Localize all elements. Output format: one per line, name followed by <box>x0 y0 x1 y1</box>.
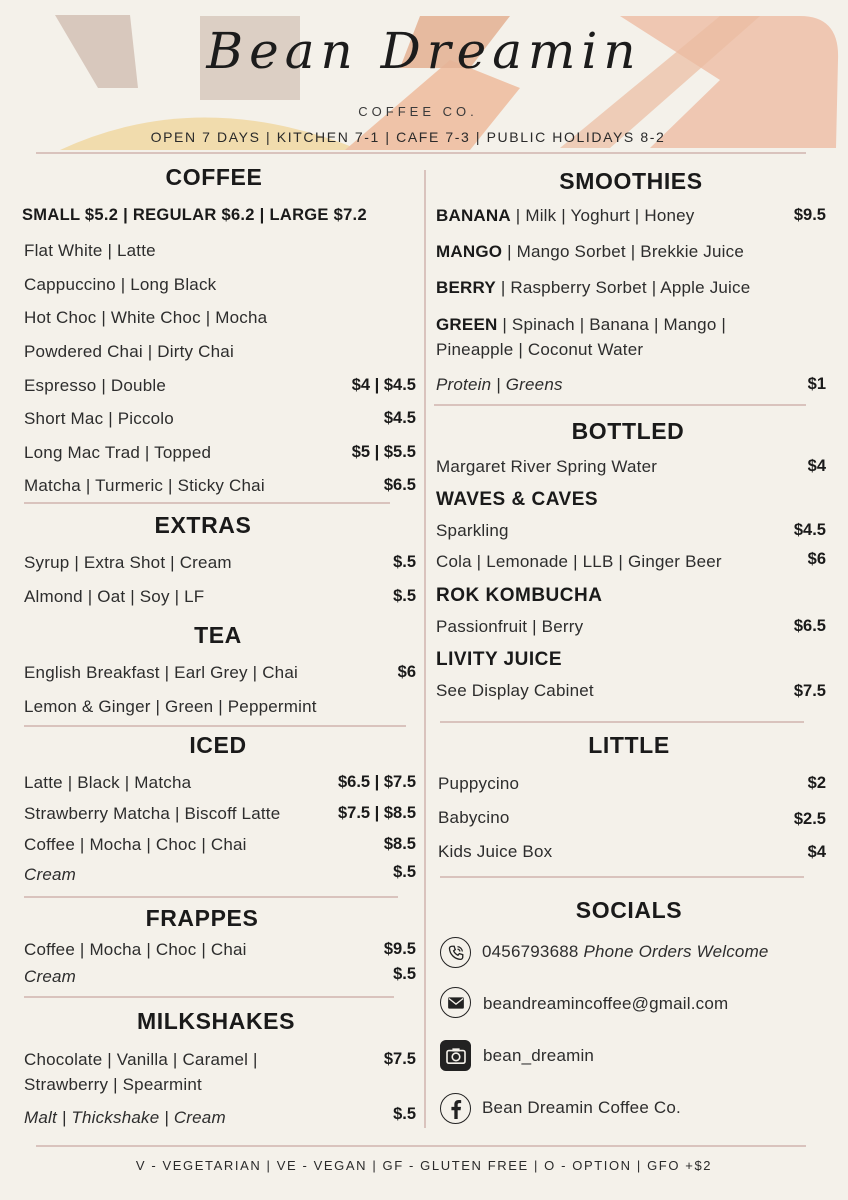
frappes-price: $9.5 <box>383 940 416 958</box>
smoothie-ingredients: | Mango Sorbet | Brekkie Juice <box>502 242 744 261</box>
frappes-heading: FRAPPES <box>145 905 259 931</box>
smoothies-heading: SMOOTHIES <box>559 168 703 194</box>
coffee-heading: COFFEE <box>165 164 263 190</box>
bottled-price: $4 <box>807 457 826 475</box>
little-price: $2 <box>807 774 826 792</box>
bottled-item: Passionfruit | Berry <box>436 617 584 636</box>
mail-icon <box>440 987 471 1018</box>
header-divider <box>36 152 806 154</box>
little-heading: LITTLE <box>588 732 670 758</box>
section-divider <box>440 721 804 723</box>
coffee-item: Flat White | Latte <box>24 241 156 260</box>
smoothie-price: $9.5 <box>793 206 826 224</box>
smoothie-item <box>436 242 744 262</box>
coffee-item: Powdered Chai | Dirty Chai <box>24 342 234 361</box>
coffee-item: Matcha | Turmeric | Sticky Chai <box>24 476 265 495</box>
opening-hours: OPEN 7 DAYS | KITCHEN 7-1 | CAFE 7-3 | PUBLIC HOLIDAYS 8-2 <box>150 129 666 145</box>
socials-heading: SOCIALS <box>575 897 683 923</box>
coffee-sizes: SMALL $5.2 | REGULAR $6.2 | LARGE $7.2 <box>22 206 367 224</box>
section-divider <box>434 404 806 406</box>
phone-note: Phone Orders Welcome <box>583 942 769 961</box>
footer-divider <box>36 1145 806 1147</box>
smoothie-name: MANGO <box>436 242 503 261</box>
section-divider <box>24 996 394 998</box>
frappes-price: $.5 <box>393 965 416 983</box>
milkshakes-item: Chocolate | Vanilla | Caramel | <box>24 1050 258 1069</box>
smoothie-item-line2: Pineapple | Coconut Water <box>436 340 644 359</box>
bottled-item: See Display Cabinet <box>436 681 594 700</box>
milkshakes-price: $7.5 <box>383 1050 416 1068</box>
frappes-item: Coffee | Mocha | Choc | Chai <box>24 940 247 959</box>
iced-heading: ICED <box>189 732 247 758</box>
smoothie-item <box>436 206 695 226</box>
coffee-price: $4.5 <box>383 409 416 427</box>
tea-heading: TEA <box>194 622 242 648</box>
phone-number[interactable] <box>482 942 769 962</box>
bottled-item: Margaret River Spring Water <box>436 457 658 476</box>
coffee-price: $6.5 <box>383 476 416 494</box>
smoothie-addon: Protein | Greens <box>436 375 563 394</box>
little-item: Puppycino <box>438 774 520 793</box>
email-link[interactable]: beandreamincoffee@gmail.com <box>483 994 729 1013</box>
frappes-item: Cream <box>24 967 77 986</box>
coffee-item: Espresso | Double <box>24 376 166 395</box>
column-divider <box>424 170 426 1128</box>
extras-price: $.5 <box>393 553 416 571</box>
livity-juice-heading: LIVITY JUICE <box>436 649 563 670</box>
smoothie-ingredients: | Spinach | Banana | Mango | <box>497 315 727 334</box>
coffee-price: $4 | $4.5 <box>351 376 416 394</box>
section-divider <box>24 896 398 898</box>
extras-item: Syrup | Extra Shot | Cream <box>24 553 232 572</box>
smoothie-ingredients: | Milk | Yoghurt | Honey <box>510 206 695 225</box>
smoothie-item <box>436 315 726 335</box>
camera-icon <box>440 1040 471 1071</box>
section-divider <box>24 502 390 504</box>
tea-item: Lemon & Ginger | Green | Peppermint <box>24 697 317 716</box>
extras-heading: EXTRAS <box>154 512 252 538</box>
rok-kombucha-heading: ROK KOMBUCHA <box>436 585 603 606</box>
milkshakes-item-line2: Strawberry | Spearmint <box>24 1075 202 1094</box>
iced-item: Latte | Black | Matcha <box>24 773 192 792</box>
extras-price: $.5 <box>393 587 416 605</box>
little-item: Kids Juice Box <box>438 842 553 861</box>
iced-item: Strawberry Matcha | Biscoff Latte <box>24 804 281 823</box>
facebook-page[interactable]: Bean Dreamin Coffee Co. <box>482 1098 681 1117</box>
coffee-item: Short Mac | Piccolo <box>24 409 174 428</box>
smoothie-name: BERRY <box>436 278 496 297</box>
coffee-item: Hot Choc | White Choc | Mocha <box>24 308 268 327</box>
little-price: $4 <box>807 843 826 861</box>
brand-logo: Bean Dreamin <box>206 22 642 80</box>
brand-subtitle: COFFEE CO. <box>358 104 478 119</box>
iced-price: $8.5 <box>383 835 416 853</box>
phone-icon <box>440 937 471 968</box>
section-divider <box>24 725 406 727</box>
dietary-legend: V - VEGETARIAN | VE - VEGAN | GF - GLUTEN FREE | O - OPTION | GFO +$2 <box>135 1158 713 1173</box>
iced-item: Cream <box>24 865 77 884</box>
bottled-item: Sparkling <box>436 521 509 540</box>
extras-item: Almond | Oat | Soy | LF <box>24 587 205 606</box>
bottled-price: $7.5 <box>793 682 826 700</box>
little-item: Babycino <box>438 808 510 827</box>
milkshakes-price: $.5 <box>393 1105 416 1123</box>
iced-item: Coffee | Mocha | Choc | Chai <box>24 835 247 854</box>
bottled-price: $4.5 <box>793 521 826 539</box>
phone-value[interactable]: 0456793688 <box>482 942 579 961</box>
facebook-icon <box>440 1093 471 1124</box>
section-divider <box>440 876 804 878</box>
milkshakes-heading: MILKSHAKES <box>136 1008 296 1034</box>
iced-price: $6.5 | $7.5 <box>337 773 416 791</box>
waves-caves-heading: WAVES & CAVES <box>436 489 599 510</box>
iced-price: $.5 <box>393 863 416 881</box>
tea-item: English Breakfast | Earl Grey | Chai <box>24 663 298 682</box>
smoothie-item <box>436 278 750 298</box>
coffee-price: $5 | $5.5 <box>351 443 416 461</box>
tea-price: $6 <box>397 663 416 681</box>
smoothie-addon-price: $1 <box>807 375 826 393</box>
smoothie-name: GREEN <box>436 315 498 334</box>
coffee-item: Long Mac Trad | Topped <box>24 443 212 462</box>
bottled-price: $6 <box>807 550 826 568</box>
instagram-handle[interactable]: bean_dreamin <box>483 1046 595 1065</box>
smoothie-ingredients: | Raspberry Sorbet | Apple Juice <box>495 278 751 297</box>
smoothie-name: BANANA <box>436 206 511 225</box>
iced-price: $7.5 | $8.5 <box>337 804 416 822</box>
coffee-item: Cappuccino | Long Black <box>24 275 217 294</box>
bottled-item: Cola | Lemonade | LLB | Ginger Beer <box>436 552 722 571</box>
little-price: $2.5 <box>793 810 826 828</box>
milkshakes-item: Malt | Thickshake | Cream <box>24 1108 226 1127</box>
bottled-heading: BOTTLED <box>571 418 685 444</box>
bottled-price: $6.5 <box>793 617 826 635</box>
